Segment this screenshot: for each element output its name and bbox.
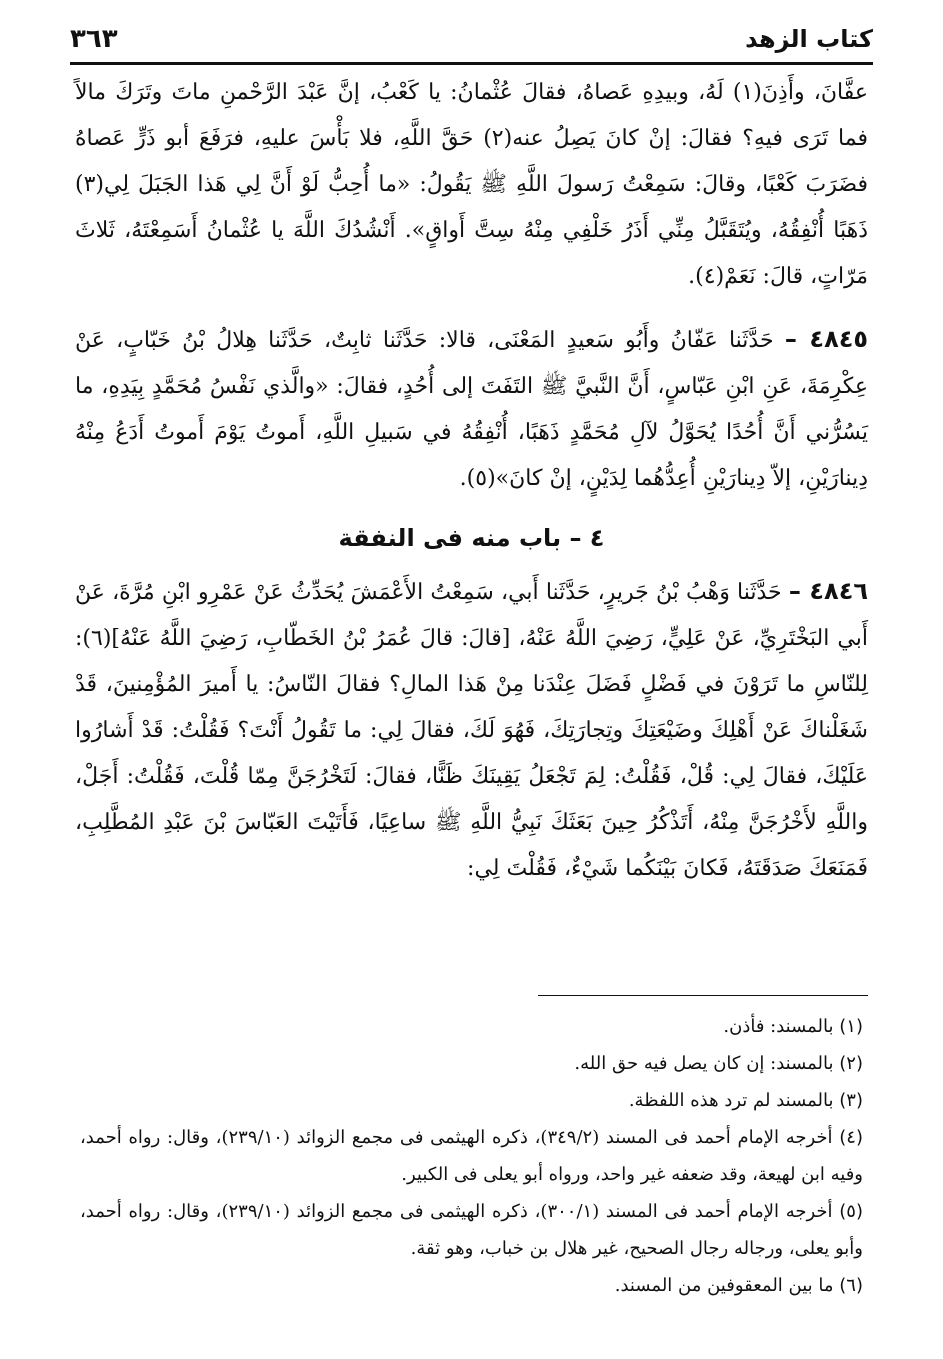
footnote-text: بالمسند: إن كان يصل فيه حق الله. (574, 1053, 834, 1074)
page-number: ٣٦٣ (70, 24, 118, 54)
page-header (70, 14, 873, 64)
chapter-heading: ٤ – باب منه فى النفقة (338, 524, 605, 552)
footnote-number: (١) (839, 1016, 863, 1037)
footnote (80, 1119, 863, 1193)
hadith-4845 (75, 316, 868, 502)
footnote-number: (٤) (839, 1127, 863, 1148)
footnote (80, 1267, 863, 1304)
hadith-number: ٤٨٤٥ – (784, 325, 869, 353)
footnote-number: (٣) (839, 1090, 863, 1111)
hadith-4846 (75, 568, 868, 892)
footnote-number: (٥) (839, 1201, 863, 1222)
hadith-number: ٤٨٤٦ – (788, 577, 868, 605)
footnotes (80, 1008, 863, 1304)
footnote-text: بالمسند لم ترد هذه اللفظة. (628, 1090, 834, 1111)
footnote (80, 1082, 863, 1119)
footnote-rule (538, 995, 868, 996)
paragraph-continuation: عفَّانَ، وأَذِنَ(١) لَهُ، وبيدِهِ عَصاهُ، فقالَ عُثْمانُ: يا كَعْبُ، إنَّ عَبْدَ الرَّحْمنِ ماتَ وتَرَكَ مالاً فما تَرَى فيهِ؟ فقالَ: إنْ كانَ يَصِلُ عنه(٢) حَقَّ اللَّهِ، فلا بَأْسَ عليهِ، فرَفَعَ أبو ذَرٍّ عَصاهُ فضَرَبَ كَعْبًا، وقالَ: سَمِعْتُ رَسولَ اللَّهِ ﷺ يَقُولُ: «ما أُحِبُّ لَوْ أَنَّ لِي هَذا الجَبَلَ لِي(٣) ذَهَبًا أُنْفِقُهُ، ويُتَقَبَّلُ مِنِّي أَذَرُ خَلْفِي مِنْهُ سِتَّ أَواقٍ». أَنْشُدُكَ اللَّهَ يا عُثْمانُ أَسَمِعْتَهُ، ثَلاثَ مَرّاتٍ، قالَ: نَعَمْ(٤). (75, 80, 868, 289)
running-title: كتاب الزهد (745, 25, 873, 53)
footnote-number: (٦) (839, 1275, 863, 1296)
hadith-text: حَدَّثَنا عَفّانُ وأَبُو سَعيدٍ المَعْنَى، قالا: حَدَّثَنا ثابِتٌ، حَدَّثَنا هِلالُ بْنُ خَبّابٍ، عَنْ عِكْرِمَةَ، عَنِ ابْنِ عَبّاسٍ، أَنَّ النَّبيَّ ﷺ التَفَتَ إلى أُحُدٍ، فقالَ: «والَّذي نَفْسُ مُحَمَّدٍ بِيَدِهِ، ما يَسُرُّني أَنَّ أُحُدًا يُحَوَّلُ لآلِ مُحَمَّدٍ ذَهَبًا، أُنْفِقُهُ في سَبيلِ اللَّهِ، أَموتُ يَوْمَ أَموتُ أَدَعُ مِنْهُ دِينارَيْنِ، إلاّ دِينارَيْنِ أُعِدُّهُما لِدَيْنٍ، إنْ كانَ»(٥). (75, 328, 868, 491)
footnote-number: (٢) (839, 1053, 863, 1074)
main-text (75, 70, 868, 892)
footnote-text: ما بين المعقوفين من المسند. (614, 1275, 834, 1296)
footnote (80, 1045, 863, 1082)
hadith-text: حَدَّثَنا وَهْبُ بْنُ جَريرٍ، حَدَّثَنا أَبي، سَمِعْتُ الأَعْمَشَ يُحَدِّثُ عَنْ عَمْرِو ابْنِ مُرَّةَ، عَنْ أَبي البَخْتَرِيِّ، عَنْ عَلِيٍّ، رَضِيَ اللَّهُ عَنْهُ، [قالَ: قالَ عُمَرُ بْنُ الخَطّابِ، رَضِيَ اللَّهُ عَنْهُ](٦): لِلنّاسِ ما تَرَوْنَ في فَضْلٍ فَضَلَ عِنْدَنا مِنْ هَذا المالِ؟ فقالَ النّاسُ: يا أَميرَ المُؤْمِنينَ، قَدْ شَغَلْناكَ عَنْ أَهْلِكَ وضَيْعَتِكَ وتِجارَتِكَ، فَهُوَ لَكَ، فقالَ لِي: ما تَقُولُ أَنْتَ؟ فَقُلْتُ: قَدْ أَشارُوا عَلَيْكَ، فقالَ لِي: قُلْ، فَقُلْتُ: لِمَ تَجْعَلُ يَقِينَكَ ظَنًّا، فقالَ: لَتَخْرُجَنَّ مِمّا قُلْتَ، فَقُلْتُ: أَجَلْ، واللَّهِ لأَخْرُجَنَّ مِنْهُ، أَتَذْكُرُ حِينَ بَعَثَكَ نَبِيُّ اللَّهِ ﷺ ساعِيًا، فَأَتَيْتَ العَبّاسَ بْنَ عَبْدِ المُطَّلِبِ، فَمَنَعَكَ صَدَقَتَهُ، فَكانَ بَيْنَكُما شَيْءٌ، فَقُلْتَ لِي: (75, 580, 869, 881)
footnote (80, 1008, 863, 1045)
header-rule (70, 62, 873, 65)
footnote-text: بالمسند: فأذن. (723, 1016, 834, 1037)
footnote-text: أخرجه الإمام أحمد فى المسند (٣٤٩/٢)، ذكره الهيثمى فى مجمع الزوائد (٢٣٩/١٠)، وقال: رواه أحمد، وفيه ابن لهيعة، وقد ضعفه غير واحد، ورواه أبو يعلى فى الكبير. (80, 1127, 863, 1185)
footnote-text: أخرجه الإمام أحمد فى المسند (٣٠٠/١)، ذكره الهيثمى فى مجمع الزوائد (٢٣٩/١٠)، وقال: رواه أحمد، وأبو يعلى، ورجاله رجال الصحيح، غير هلال بن خباب، وهو ثقة. (80, 1201, 863, 1259)
footnote (80, 1193, 863, 1267)
